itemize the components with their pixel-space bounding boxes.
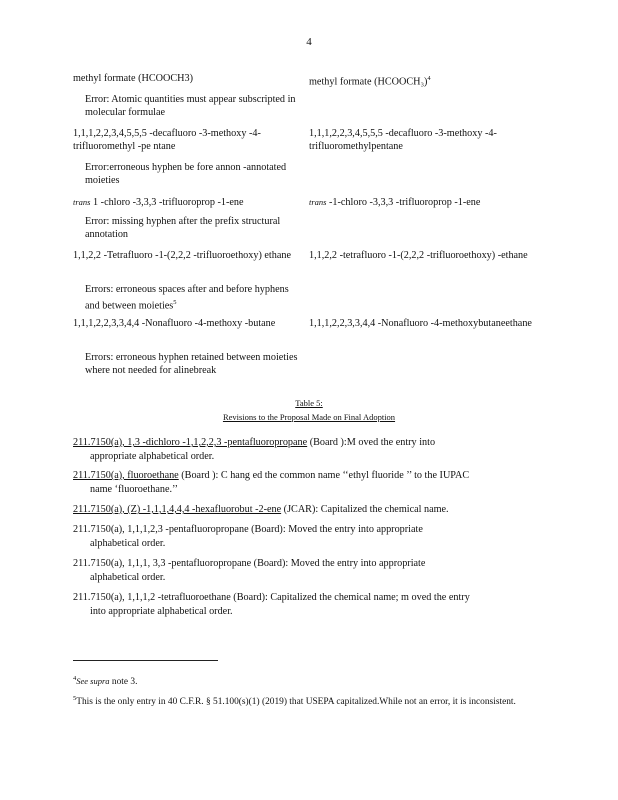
- corrected-name: trans -1-chloro -3,3,3 -trifluoroprop -1-ene: [309, 197, 481, 208]
- revision-item: 211.7150(a), 1,3 -dichloro -1,1,2,2,3 -pentafluoropropane (Board ):M oved the entry into appropriate alphabetical order.: [73, 437, 436, 462]
- corrected-name: 1,1,1,2,2,3,3,4,4 -Nonafluoro -4-methoxybutaneethane: [309, 318, 532, 329]
- revision-item: 211.7150(a), 1,1,1,2 -tetrafluoroethane (Board): Capitalized the chemical name; m oved the entry into appropriate alphabetical order.: [73, 592, 470, 617]
- error-note: Error: Atomic quantities must appear subscripted in molecular formulae: [85, 94, 296, 118]
- original-name: 1,1,1,2,2,3,3,4,4 -Nonafluoro -4-methoxy -butane: [73, 318, 276, 329]
- revision-item: 211.7150(a), 1,1,1,2,3 -pentafluoropropane (Board): Moved the entry into appropriate alphabetical order.: [73, 524, 423, 549]
- page-number: 4: [306, 36, 312, 48]
- original-name: trans 1 -chloro -3,3,3 -trifluoroprop -1-ene: [73, 197, 244, 208]
- revision-item: 211.7150(a), fluoroethane (Board ): C hang ed the common name ‘‘ethyl fluoride ’’ to the IUPAC name ‘fluoroethane.’’: [73, 470, 470, 495]
- original-name: 1,1,1,2,2,3,4,5,5,5 -decafluoro -3-methoxy -4-trifluoromethyl -pe ntane: [73, 128, 261, 152]
- error-note: Error: missing hyphen after the prefix structural annotation: [85, 216, 281, 240]
- table-subtitle: Revisions to the Proposal Made on Final Adoption: [222, 412, 396, 422]
- original-name: methyl formate (HCOOCH3): [73, 73, 193, 84]
- error-note: Errors: erroneous hyphen retained between moieties where not needed for alinebreak: [85, 352, 298, 376]
- corrected-name: 1,1,1,2,2,3,4,5,5,5 -decafluoro -3-methoxy -4-trifluoromethylpentane: [309, 128, 497, 152]
- error-note: Errors: erroneous spaces after and before hyphens and between moieties$^5$: [85, 284, 289, 312]
- revision-item: 211.7150(a), 1,1,1, 3,3 -pentafluoropropane (Board): Moved the entry into appropriate alphabetical order.: [73, 558, 426, 583]
- corrected-name: methyl formate (HCOOCH₃)$^4$: [309, 75, 431, 88]
- revision-item: 211.7150(a), (Z) -1,1,1,4,4,4 -hexafluorobut -2-ene (JCAR): Capitalized the chemical name.: [73, 504, 449, 515]
- footnote: $^4$See supra note 3.: [73, 675, 138, 688]
- table-title: Table 5:: [295, 398, 323, 408]
- footnote-rule: [73, 660, 218, 661]
- corrected-name: 1,1,2,2 -tetrafluoro -1-(2,2,2 -trifluoroethoxy) -ethane: [309, 250, 528, 261]
- footnote: $^5$This is the only entry in 40 C.F.R. § 51.100(s)(1) (2019) that USEPA capitalized.While not an error, it is inconsistent.: [73, 695, 516, 708]
- error-note: Error:erroneous hyphen be fore annon -annotated moieties: [85, 162, 287, 186]
- original-name: 1,1,2,2 -Tetrafluoro -1-(2,2,2 -trifluoroethoxy) ethane: [73, 250, 291, 261]
